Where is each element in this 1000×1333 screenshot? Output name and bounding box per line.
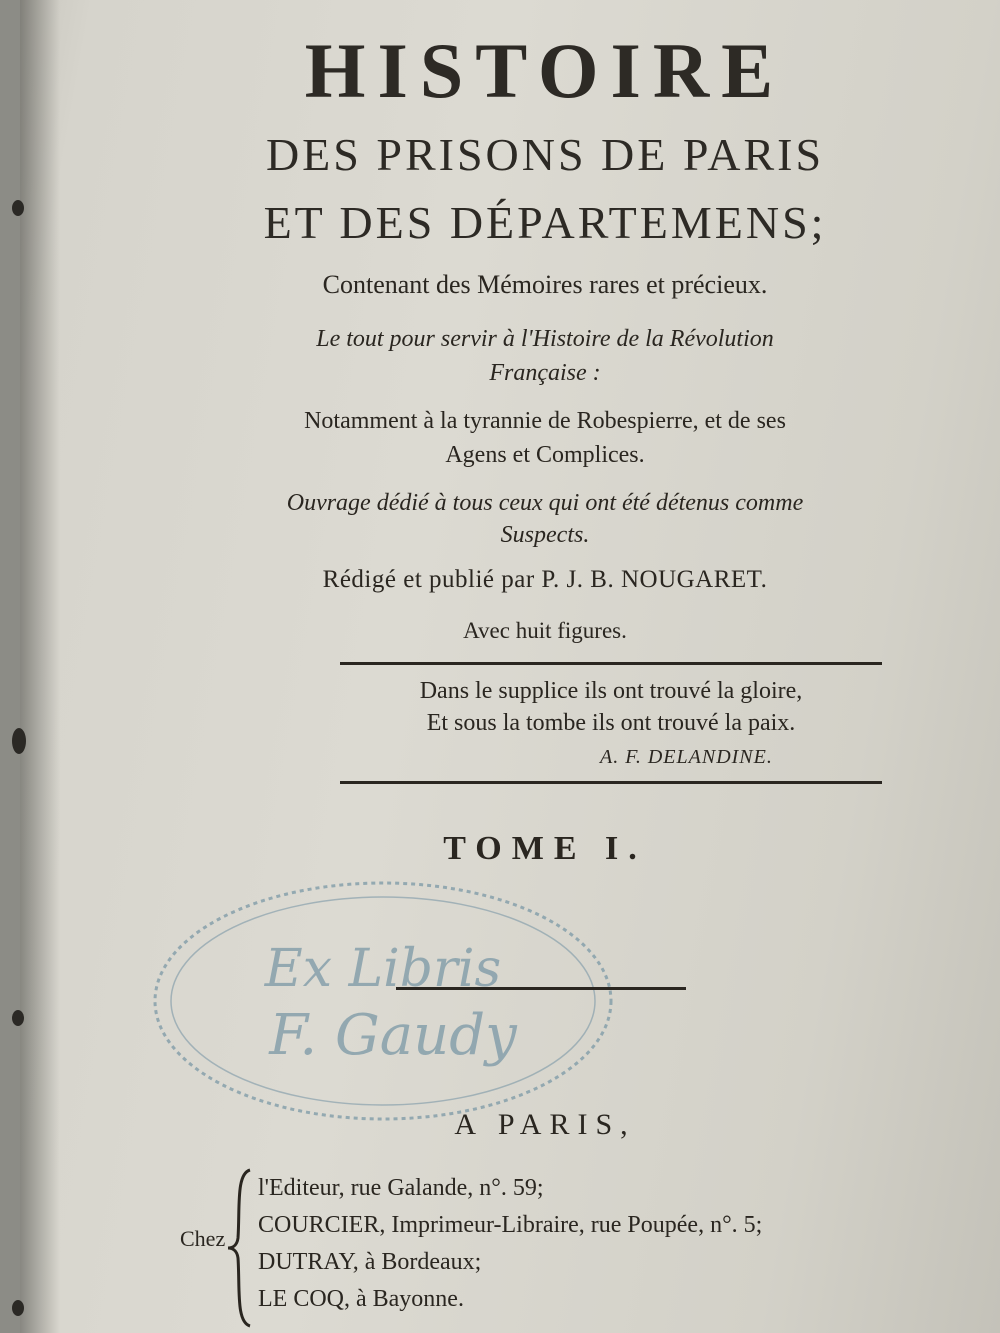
purpose-line-2: Française : xyxy=(489,360,601,386)
notamment-line-1: Notamment à la tyrannie de Robespierre, et de ses xyxy=(304,408,786,434)
publisher-list xyxy=(258,1170,762,1318)
notamment-line-2: Agens et Complices. xyxy=(445,442,645,468)
binding-hole xyxy=(12,200,24,216)
chez-label: Chez xyxy=(180,1226,226,1251)
stamp-line-1: Ex Libris xyxy=(264,939,502,999)
title-line-3: ET DES DÉPARTEMENS; xyxy=(263,197,827,248)
title-line-1: HISTOIRE xyxy=(304,27,786,114)
epigraph-top-rule xyxy=(340,662,882,665)
binding-hole xyxy=(12,1010,24,1026)
place-of-publication: A PARIS, xyxy=(454,1108,636,1141)
publisher-line: LE COQ, à Bayonne. xyxy=(258,1286,464,1312)
epigraph-line-2: Et sous la tombe ils ont trouvé la paix. xyxy=(426,710,796,736)
binding-hole xyxy=(12,1300,24,1316)
purpose-line-1: Le tout pour servir à l'Histoire de la Révolution xyxy=(316,326,774,352)
short-rule xyxy=(396,987,686,990)
author-line: Rédigé et publié par P. J. B. NOUGARET. xyxy=(322,566,768,593)
ex-libris-stamp xyxy=(148,876,618,1126)
dedication-line-2: Suspects. xyxy=(500,522,590,548)
brace-icon xyxy=(226,1168,256,1328)
epigraph-attribution: A. F. DELANDINE. xyxy=(600,746,773,768)
epigraph-line-1: Dans le supplice ils ont trouvé la gloire, xyxy=(419,678,803,704)
dedication-line-1: Ouvrage dédié à tous ceux qui ont été détenus comme xyxy=(286,490,804,516)
title-line-2: DES PRISONS DE PARIS xyxy=(265,129,825,180)
binding-hole xyxy=(12,728,26,754)
gutter-shadow xyxy=(20,0,60,1333)
epigraph-bottom-rule xyxy=(340,781,882,784)
publisher-line: DUTRAY, à Bordeaux; xyxy=(258,1249,482,1275)
stamp-line-2: F. Gaudy xyxy=(269,1003,517,1068)
publisher-line: l'Editeur, rue Galande, n°. 59; xyxy=(258,1175,544,1201)
subtitle: Contenant des Mémoires rares et précieux. xyxy=(322,270,768,299)
volume-label: TOME I. xyxy=(443,830,647,867)
figures-note: Avec huit figures. xyxy=(463,618,627,643)
publisher-line: COURCIER, Imprimeur-Libraire, rue Poupée, n°. 5; xyxy=(258,1212,763,1238)
